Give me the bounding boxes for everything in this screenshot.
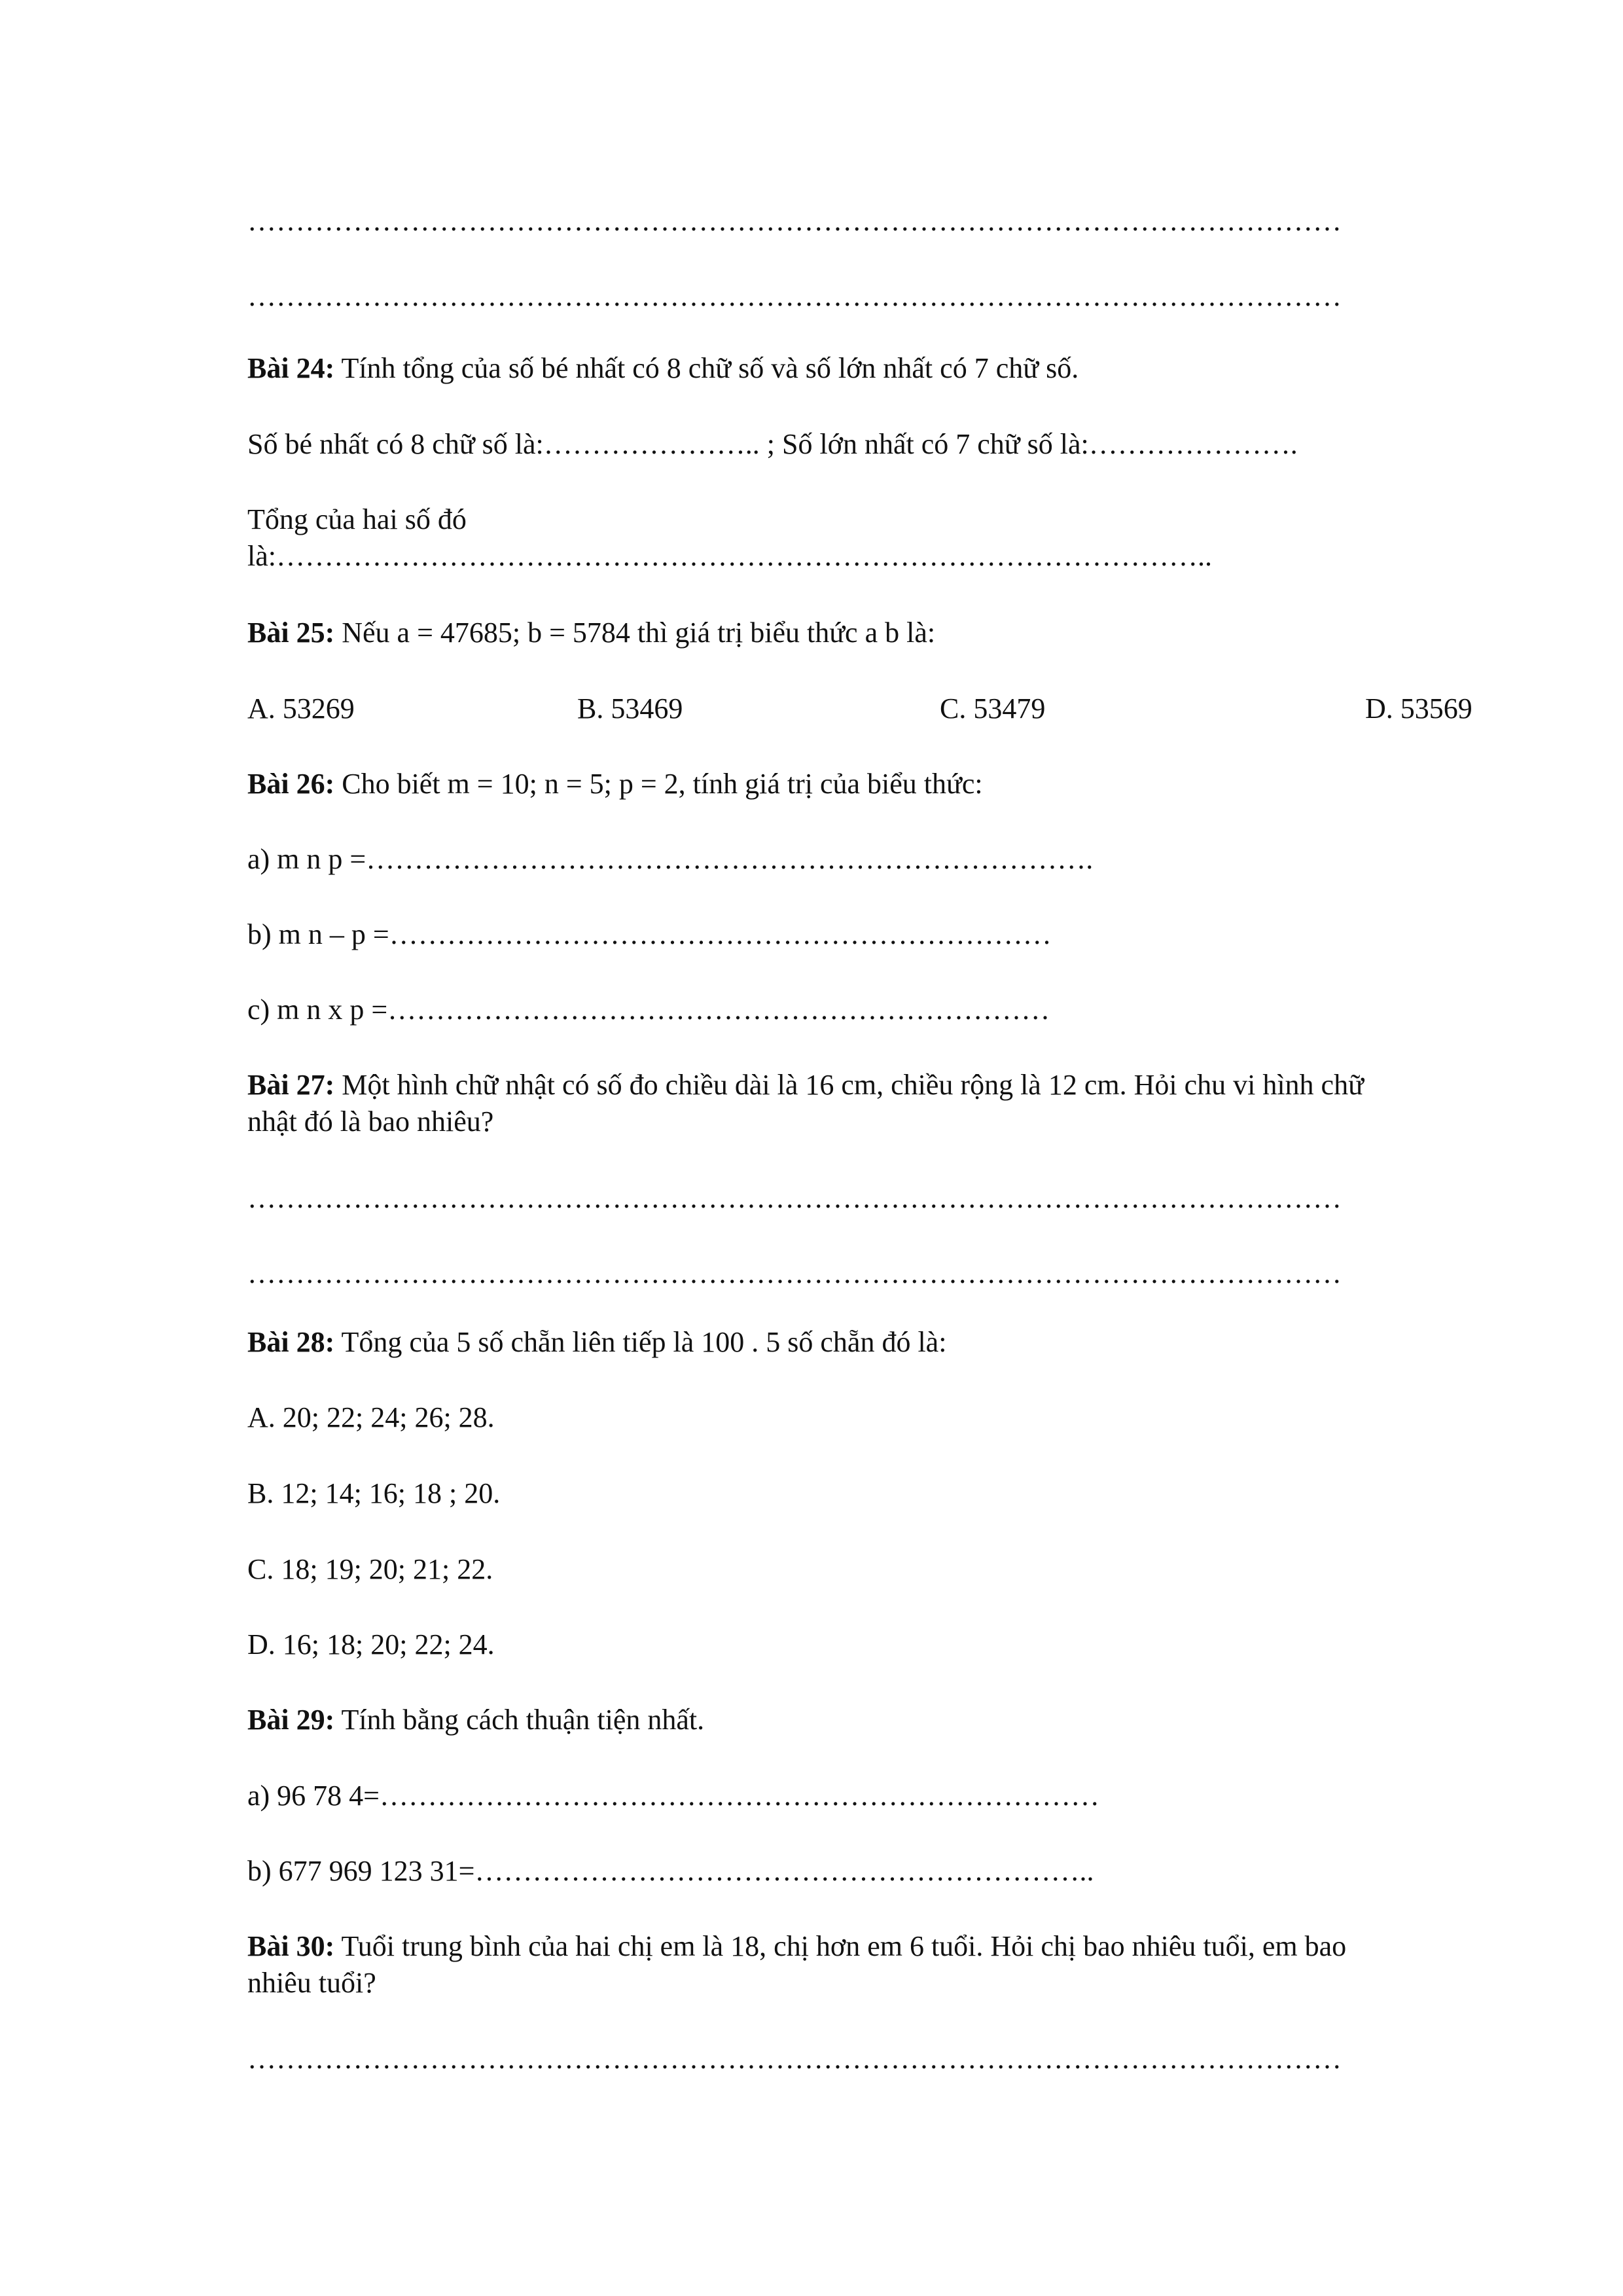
exercise-26-c: c) m n x p =…………………………………………………………… (247, 994, 1050, 1026)
exercise-label: Bài 30: (247, 1930, 335, 1962)
exercise-text: Tính bằng cách thuận tiện nhất. (334, 1704, 705, 1736)
worksheet-page (247, 0, 1524, 2296)
exercise-text: Cho biết m = 10; n = 5; p = 2, tính giá trị của biểu thức: (334, 768, 983, 800)
exercise-24-line3: Tổng của hai số đó (247, 503, 467, 535)
exercise-25-prompt (247, 615, 935, 651)
exercise-28-prompt (247, 1324, 946, 1361)
exercise-24-line2: Số bé nhất có 8 chữ số là:………………….. ; Số lớn nhất có 7 chữ số là:…………………. (247, 428, 1298, 460)
exercise-text: Một hình chữ nhật có số đo chiều dài là 16 cm, chiều rộng là 12 cm. Hỏi chu vi hình chữ (334, 1069, 1364, 1101)
option-c: C. 18; 19; 20; 21; 22. (247, 1553, 493, 1585)
exercise-text: Nếu a = 47685; b = 5784 thì giá trị biểu thức a b là: (334, 617, 936, 649)
exercise-29-b: b) 677 969 123 31=……………………………………………………….. (247, 1855, 1094, 1887)
exercise-text: Tính tổng của số bé nhất có 8 chữ số và số lớn nhất có 7 chữ số. (334, 352, 1079, 384)
answer-line: …………………………………………………………………………………………………… (247, 1257, 1342, 1289)
answer-line: …………………………………………………………………………………………………… (247, 1182, 1342, 1214)
exercise-26-b: b) m n – p =…………………………………………………………… (247, 918, 1052, 950)
exercise-label: Bài 24: (247, 352, 335, 384)
exercise-24-line4: là:…………………………………………………………………………………….. (247, 540, 1212, 572)
exercise-27-prompt-cont: nhật đó là bao nhiêu? (247, 1105, 494, 1138)
exercise-label: Bài 25: (247, 617, 335, 649)
exercise-26-prompt (247, 766, 983, 802)
option-a: A. 53269 (247, 692, 355, 725)
exercise-label: Bài 28: (247, 1326, 335, 1358)
exercise-29-prompt (247, 1702, 704, 1738)
exercise-30-prompt-cont: nhiêu tuổi? (247, 1967, 376, 1999)
answer-line: …………………………………………………………………………………………………… (247, 2043, 1342, 2075)
option-a: A. 20; 22; 24; 26; 28. (247, 1401, 495, 1433)
option-d: D. 16; 18; 20; 22; 24. (247, 1628, 495, 1660)
exercise-24-prompt (247, 350, 1079, 387)
exercise-text: Tuổi trung bình của hai chị em là 18, chị hơn em 6 tuổi. Hỏi chị bao nhiêu tuổi, em bao (334, 1930, 1347, 1962)
option-c: C. 53479 (940, 692, 1046, 725)
exercise-29-a: a) 96 78 4=………………………………………………………………… (247, 1780, 1099, 1812)
answer-line: …………………………………………………………………………………………………… (247, 205, 1342, 237)
answer-line: …………………………………………………………………………………………………… (247, 280, 1342, 312)
option-b: B. 53469 (577, 692, 683, 725)
exercise-label: Bài 26: (247, 768, 335, 800)
option-b: B. 12; 14; 16; 18 ; 20. (247, 1477, 501, 1509)
exercise-30-prompt (247, 1928, 1346, 1965)
exercise-26-a: a) m n p =…………………………………………………………………. (247, 843, 1094, 875)
exercise-label: Bài 29: (247, 1704, 335, 1736)
option-d: D. 53569 (1365, 692, 1472, 725)
exercise-text: Tổng của 5 số chẵn liên tiếp là 100 . 5 số chẵn đó là: (334, 1326, 947, 1358)
exercise-label: Bài 27: (247, 1069, 335, 1101)
exercise-27-prompt (247, 1067, 1364, 1103)
